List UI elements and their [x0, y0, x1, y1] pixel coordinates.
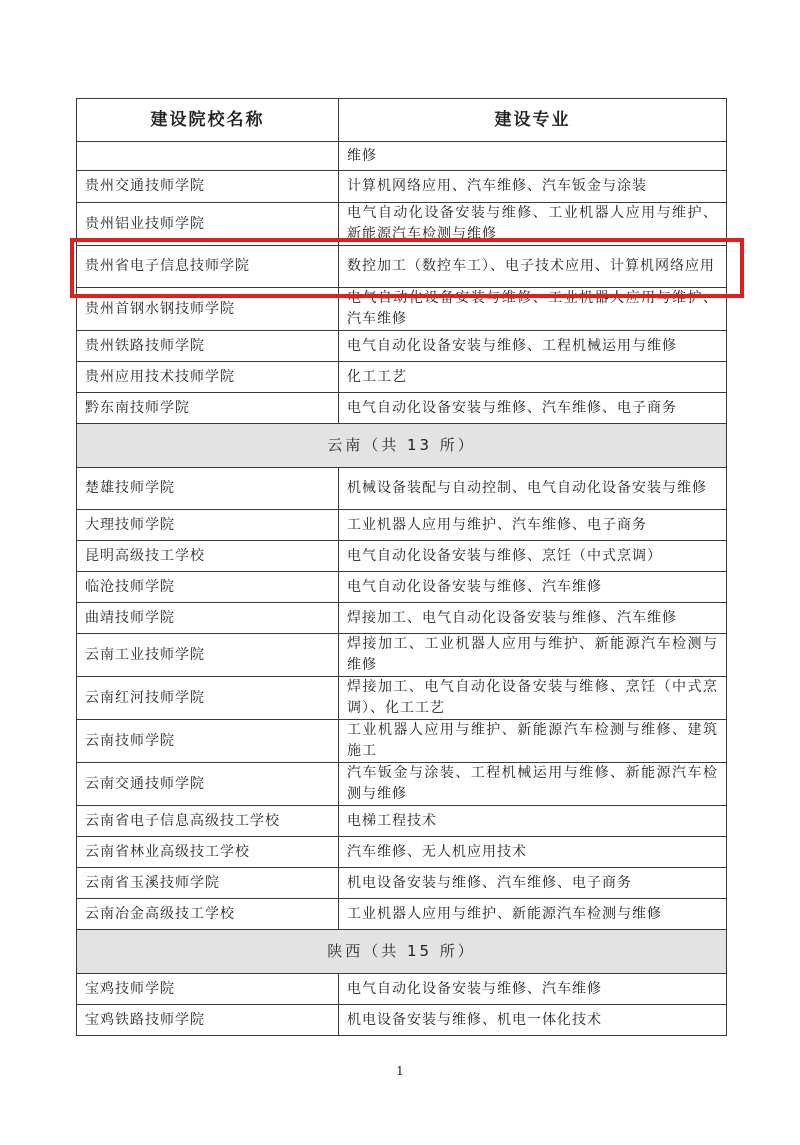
- table-row: [77, 142, 727, 171]
- major-cell: 工业机器人应用与维护、新能源汽车检测与维修: [339, 899, 727, 930]
- table-row: [77, 331, 727, 362]
- table-row: [77, 974, 727, 1005]
- major-cell: 焊接加工、电气自动化设备安装与维修、汽车维修: [339, 603, 727, 634]
- major-cell: 电气自动化设备安装与维修、汽车维修: [339, 572, 727, 603]
- table-row: [77, 763, 727, 806]
- table-row: [77, 171, 727, 203]
- table-row: [77, 1005, 727, 1036]
- major-cell: 汽车钣金与涂装、工程机械运用与维修、新能源汽车检测与维修: [339, 763, 727, 806]
- school-name-cell: 云南省林业高级技工学校: [77, 837, 339, 868]
- header-major: 建设专业: [339, 99, 727, 142]
- major-cell: 焊接加工、电气自动化设备安装与维修、烹饪（中式烹调）、化工工艺: [339, 677, 727, 720]
- school-major-table: [76, 98, 727, 1036]
- school-name-cell: 云南技师学院: [77, 720, 339, 763]
- school-name-cell: 云南省玉溪技师学院: [77, 868, 339, 899]
- section-title: 云南（共 13 所）: [77, 424, 727, 468]
- table-row: [77, 837, 727, 868]
- major-cell: 机电设备安装与维修、机电一体化技术: [339, 1005, 727, 1036]
- school-name-cell: 临沧技师学院: [77, 572, 339, 603]
- major-cell: 电气自动化设备安装与维修、工程机械运用与维修: [339, 331, 727, 362]
- table-row: [77, 634, 727, 677]
- school-name-cell: 云南红河技师学院: [77, 677, 339, 720]
- table-body: [77, 142, 727, 1036]
- table-row: [77, 393, 727, 424]
- major-cell: 机械设备装配与自动控制、电气自动化设备安装与维修: [339, 468, 727, 510]
- table-row: [77, 288, 727, 331]
- table-row: [77, 541, 727, 572]
- school-name-cell: 昆明高级技工学校: [77, 541, 339, 572]
- section-row: [77, 424, 727, 468]
- section-title: 陕西（共 15 所）: [77, 930, 727, 974]
- major-cell: 电气自动化设备安装与维修、汽车维修: [339, 974, 727, 1005]
- major-cell: 电气自动化设备安装与维修、汽车维修、电子商务: [339, 393, 727, 424]
- school-name-cell: 贵州铁路技师学院: [77, 331, 339, 362]
- table-row: [77, 510, 727, 541]
- major-cell: 电气自动化设备安装与维修、工业机器人应用与维护、新能源汽车检测与维修: [339, 203, 727, 246]
- school-name-cell: 大理技师学院: [77, 510, 339, 541]
- school-name-cell: 云南交通技师学院: [77, 763, 339, 806]
- major-cell: 维修: [339, 142, 727, 171]
- major-cell: 化工工艺: [339, 362, 727, 393]
- table-row: [77, 572, 727, 603]
- school-name-cell: 宝鸡铁路技师学院: [77, 1005, 339, 1036]
- table-row: [77, 362, 727, 393]
- page-number: 1: [396, 1064, 404, 1078]
- table-row: [77, 203, 727, 246]
- table-row: [77, 720, 727, 763]
- school-name-cell: 楚雄技师学院: [77, 468, 339, 510]
- major-cell: 焊接加工、工业机器人应用与维护、新能源汽车检测与维修: [339, 634, 727, 677]
- table-row: [77, 677, 727, 720]
- table-row: [77, 468, 727, 510]
- section-row: [77, 930, 727, 974]
- major-cell: 机电设备安装与维修、汽车维修、电子商务: [339, 868, 727, 899]
- major-cell: 电气自动化设备安装与维修、工业机器人应用与维护、汽车维修: [339, 288, 727, 331]
- school-name-cell: 云南工业技师学院: [77, 634, 339, 677]
- school-name-cell: 贵州交通技师学院: [77, 171, 339, 203]
- major-cell: 工业机器人应用与维护、新能源汽车检测与维修、建筑施工: [339, 720, 727, 763]
- major-cell: 电气自动化设备安装与维修、烹饪（中式烹调）: [339, 541, 727, 572]
- school-name-cell: 贵州省电子信息技师学院: [77, 246, 339, 288]
- school-name-cell: 曲靖技师学院: [77, 603, 339, 634]
- school-name-cell: 云南省电子信息高级技工学校: [77, 806, 339, 837]
- major-cell: 电梯工程技术: [339, 806, 727, 837]
- table-row: [77, 899, 727, 930]
- school-name-cell: 贵州应用技术技师学院: [77, 362, 339, 393]
- major-cell: 数控加工（数控车工）、电子技术应用、计算机网络应用: [339, 246, 727, 288]
- table-row: [77, 806, 727, 837]
- school-name-cell: 云南冶金高级技工学校: [77, 899, 339, 930]
- table-row: [77, 868, 727, 899]
- table-header-row: [77, 99, 727, 142]
- table-row: [77, 246, 727, 288]
- school-name-cell: 黔东南技师学院: [77, 393, 339, 424]
- major-cell: 汽车维修、无人机应用技术: [339, 837, 727, 868]
- table-row: [77, 603, 727, 634]
- header-school-name: 建设院校名称: [77, 99, 339, 142]
- school-name-cell: 宝鸡技师学院: [77, 974, 339, 1005]
- school-name-cell: 贵州铝业技师学院: [77, 203, 339, 246]
- major-cell: 工业机器人应用与维护、汽车维修、电子商务: [339, 510, 727, 541]
- school-name-cell: [77, 142, 339, 171]
- school-name-cell: 贵州首钢水钢技师学院: [77, 288, 339, 331]
- major-cell: 计算机网络应用、汽车维修、汽车钣金与涂装: [339, 171, 727, 203]
